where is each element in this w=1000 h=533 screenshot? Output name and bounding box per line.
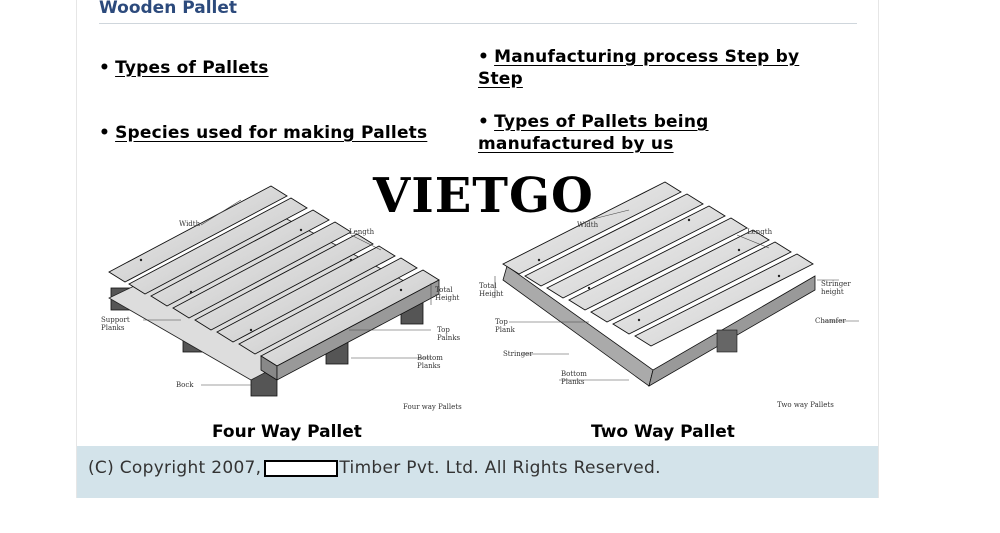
height-label: Height xyxy=(479,290,504,298)
content-panel xyxy=(76,0,879,498)
top-planks-label: Palnks xyxy=(437,334,461,342)
four-way-caption: Four Way Pallet xyxy=(212,422,362,442)
bottom-planks-label: Planks xyxy=(417,362,441,370)
copyright-text: (C) Copyright 2007, Timber Pvt. Ltd. All Rights Reserved. xyxy=(88,458,661,478)
four-way-name-label: Four way Pallets xyxy=(403,403,462,411)
height-label: Height xyxy=(435,294,460,302)
length-label: Length xyxy=(747,228,773,236)
chamfer-label: Chamfer xyxy=(815,317,846,325)
redacted-box xyxy=(264,460,338,477)
block-label: Bock xyxy=(176,381,194,389)
bottom-planks-label: Planks xyxy=(561,378,585,386)
top-label: Top xyxy=(495,318,508,326)
link-types-of-pallets-text[interactable]: Types of Pallets xyxy=(115,58,269,78)
two-way-caption: Two Way Pallet xyxy=(591,422,735,442)
plank-label: Plank xyxy=(495,326,515,334)
width-label: Width xyxy=(179,220,201,228)
support-label: Support xyxy=(101,316,130,324)
link-manufacturing-process-text[interactable]: Manufacturing process Step by Step xyxy=(478,47,800,89)
link-manufacturing-process[interactable]: • Manufacturing process Step by Step xyxy=(478,47,800,89)
footer-bar xyxy=(77,446,878,498)
link-pallets-manufactured[interactable]: • Types of Pallets being manufactured by us xyxy=(478,112,709,154)
vietgo-watermark: VIETGO xyxy=(373,168,594,224)
title-divider xyxy=(99,23,857,24)
section-title: Wooden Pallet xyxy=(99,0,238,18)
bottom-label: Bottom xyxy=(417,354,443,362)
link-types-of-pallets[interactable]: • Types of Pallets xyxy=(99,58,269,78)
length-label: Length xyxy=(349,228,375,236)
stringer-label: Stringer xyxy=(503,350,533,358)
two-way-name-label: Two way Pallets xyxy=(777,401,834,409)
support-planks-label: Planks xyxy=(101,324,125,332)
bottom-label: Bottom xyxy=(561,370,587,378)
link-pallets-manufactured-text[interactable]: Types of Pallets being manufactured by us xyxy=(478,112,709,154)
width-label: Width xyxy=(577,221,599,229)
total-label: Total xyxy=(479,282,497,290)
link-species-used-text[interactable]: Species used for making Pallets xyxy=(115,123,428,143)
total-label: Total xyxy=(435,286,453,294)
link-species-used[interactable]: • Species used for making Pallets xyxy=(99,123,428,143)
stringer-height-label-2: height xyxy=(821,288,844,296)
stringer-height-label-1: Stringer xyxy=(821,280,851,288)
top-label: Top xyxy=(437,326,450,334)
